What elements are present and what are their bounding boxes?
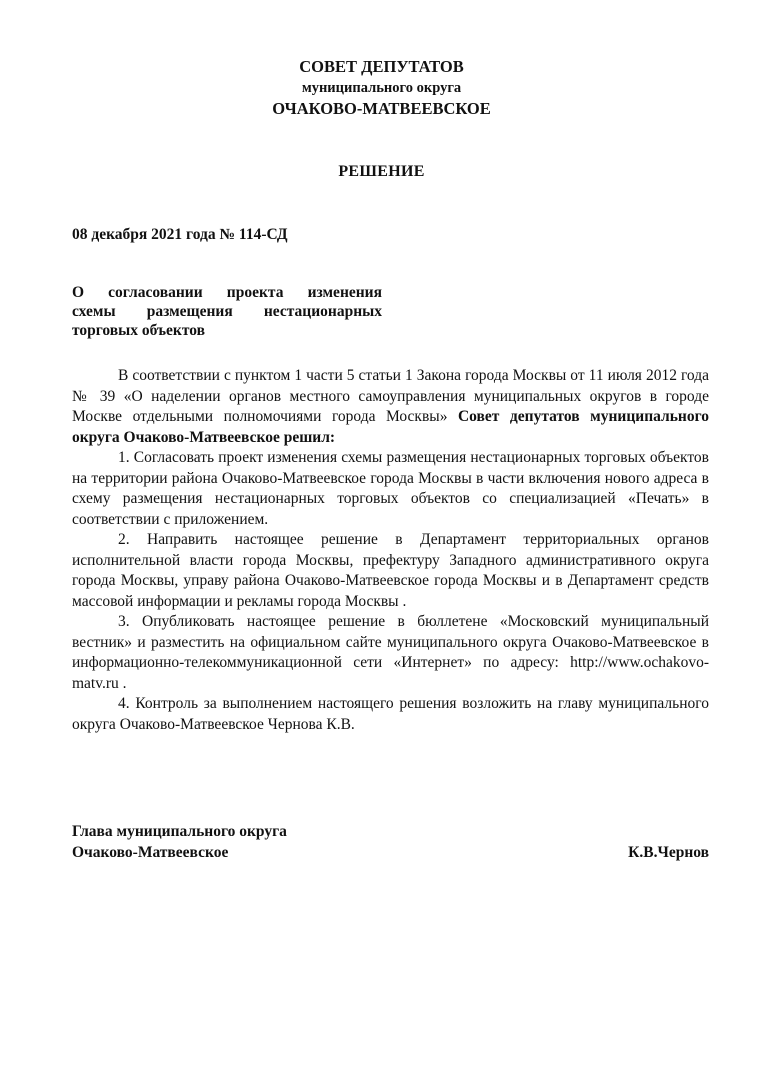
document-date-number: 08 декабря 2021 года № 114-СД [72,226,288,243]
document-subject [72,283,382,340]
document-body [72,366,709,735]
council-title: СОВЕТ ДЕПУТАТОВ [299,57,464,76]
document-header [0,56,763,120]
subject-line-1: О согласовании проекта изменения [72,284,382,301]
item-3: 3. Опубликовать настоящее решение в бюллетене «Московский муниципальный вестник» и разместить на официальном сайте муниципального округа Очаково-Матвеевское в информационно-телекоммуникационной сети «Интернет» по адресу: http://www.ochakovo-matv.ru . [72,613,709,692]
preamble-text: В соответствии с пунктом 1 части 5 статьи 1 Закона города Москвы от 11 июля 2012 года № 39 «О наделении органов местного самоуправления муниципальных округов в городе Москве отдельными полномочиями города Москвы» [72,367,709,425]
item-2: 2. Направить настоящее решение в Департамент территориальных органов исполнительной власти города Москвы, префектуру Западного административного округа города Москвы, управу района Очаково-Матвеевское города Москвы и в Департамент средств массовой информации и рекламы города Москвы . [72,531,709,610]
subject-line-2: схемы размещения нестационарных [72,303,382,320]
signature-block [72,821,709,863]
district-name: ОЧАКОВО-МАТВЕЕВСКОЕ [272,99,491,118]
subject-line-3: торговых объектов [72,322,205,339]
preamble-resolution: Совет депутатов муниципального округа Очаково-Матвеевское решил: [72,408,709,446]
preamble-paragraph [72,366,709,448]
signatory-name: К.В.Чернов [628,844,709,861]
council-subtitle: муниципального округа [301,80,462,96]
document-type: РЕШЕНИЕ [338,163,425,180]
item-1: 1. Согласовать проект изменения схемы размещения нестационарных торговых объектов на территории района Очаково-Матвеевское города Москвы в части включения нового адреса в схему размещения нестационарных торговых объектов со специализацией «Печать» в соответствии с приложением. [72,449,709,528]
signatory-title: Глава муниципального округа [72,823,287,840]
item-4: 4. Контроль за выполнением настоящего решения возложить на главу муниципального округа Очаково-Матвеевское Чернова К.В. [72,695,709,733]
signatory-district: Очаково-Матвеевское [72,844,229,861]
signature-row [72,842,709,863]
